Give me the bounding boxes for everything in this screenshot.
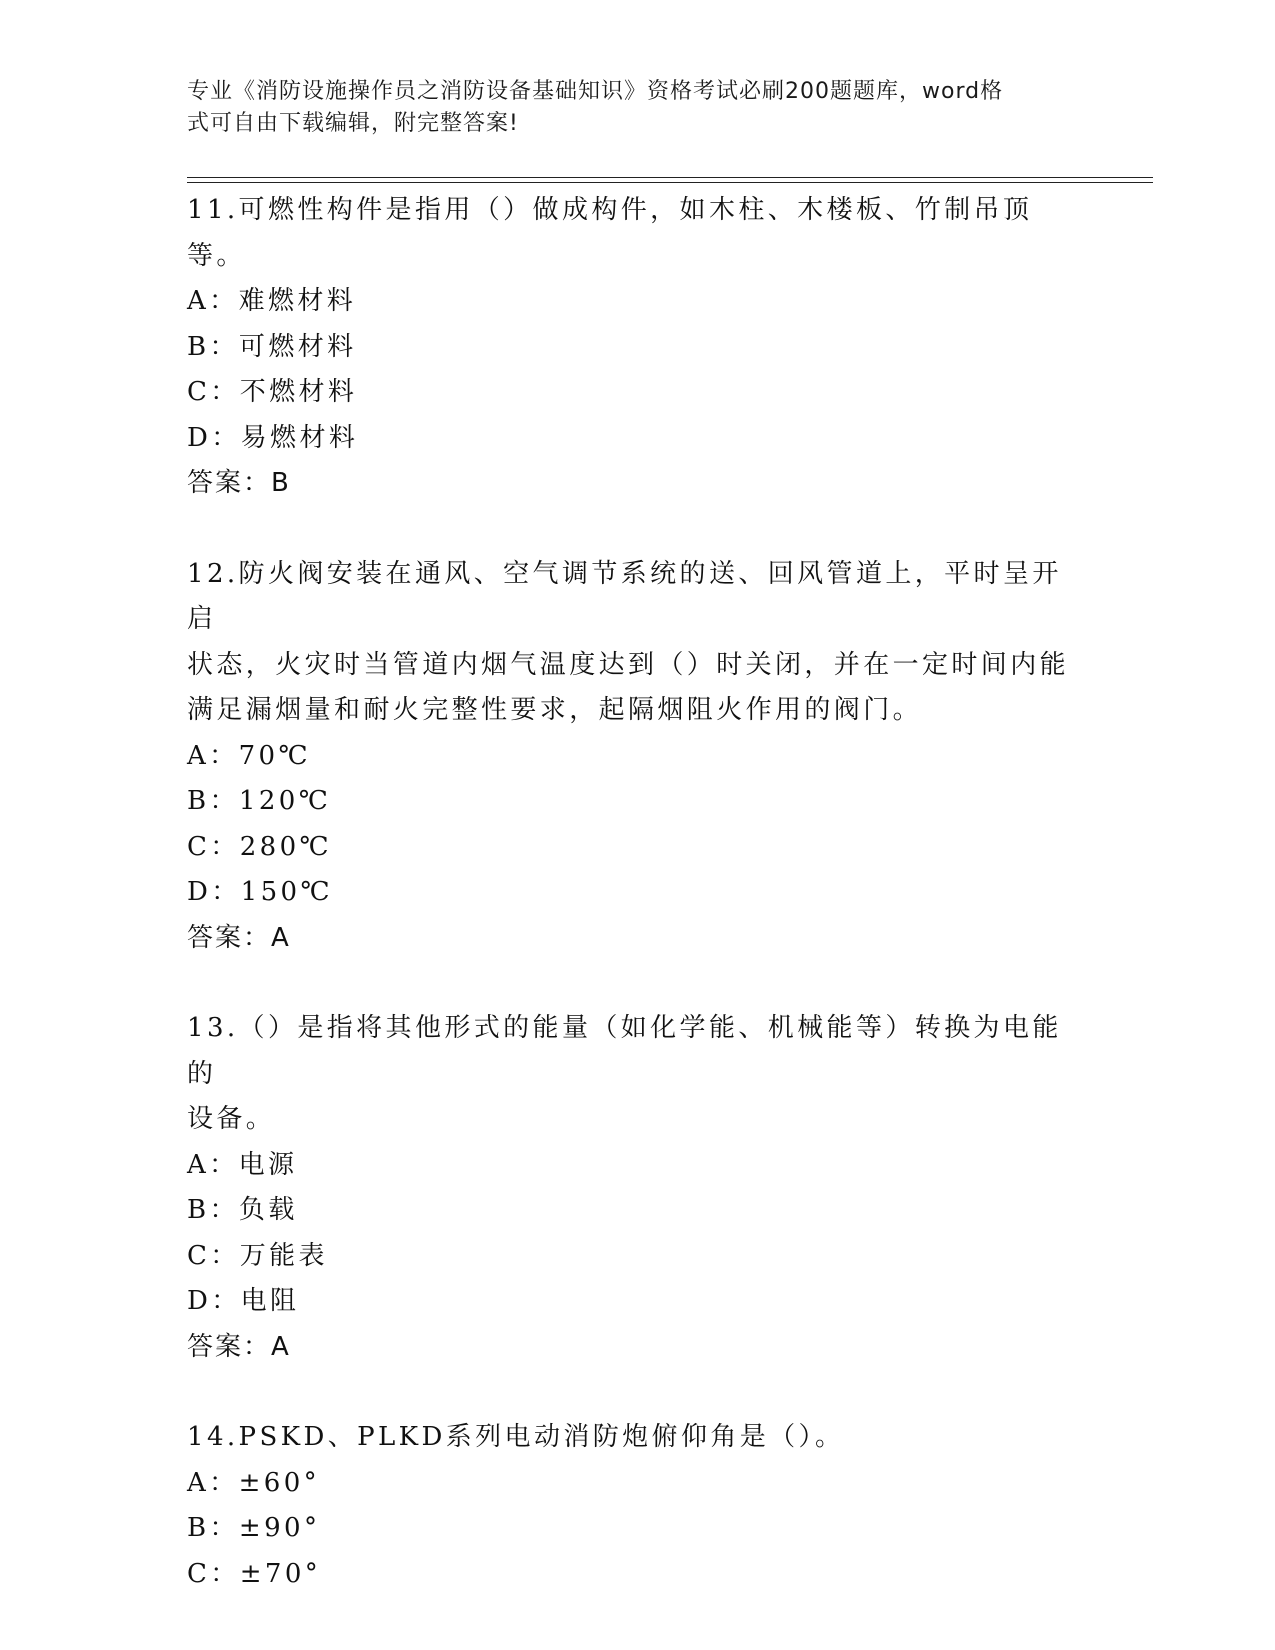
question-list [187,188,1087,1597]
option-letter: D： [187,422,241,453]
option-letter: B： [187,786,239,816]
option-text: 电源 [238,1149,298,1180]
option-d [187,416,1087,462]
question-stem: 14.PSKD、PLKD系列电动消防炮俯仰角是（）。 [187,1422,845,1452]
answer-line: 答案：A [187,922,291,953]
option-b [187,325,1087,371]
question-stem: 11.可燃性构件是指用（）做成构件，如木柱、木楼板、竹制吊顶等。 [187,195,1033,271]
option-a [187,734,1087,780]
question-12 [187,552,1087,962]
option-letter: A： [187,1149,239,1180]
header-divider-top [187,177,1153,178]
option-text: ±70° [239,1558,322,1589]
option-b [187,779,1087,825]
option-text: 不燃材料 [239,377,358,407]
option-c [187,825,1087,871]
option-c [187,1234,1087,1280]
option-d [187,870,1087,916]
question-stem-line-1: 13.（）是指将其他形式的能量（如化学能、机械能等）转换为电能的 [187,1013,1062,1089]
question-13 [187,1006,1087,1370]
option-letter: C： [187,1558,240,1589]
answer-line: 答案：A [187,1331,291,1362]
question-stem-line-2: 状态，火灾时当管道内烟气温度达到（）时关闭，并在一定时间内能 [187,649,1070,680]
option-letter: B： [187,331,239,362]
question-stem-line-2: 设备。 [187,1104,276,1134]
question-stem-line-3: 满足漏烟量和耐火完整性要求，起隔烟阻火作用的阀门。 [187,695,923,725]
option-letter: A： [187,740,239,771]
option-letter: C： [187,831,240,862]
option-text: 280℃ [239,831,333,862]
option-b [187,1506,1087,1552]
question-14 [187,1415,1087,1597]
option-a [187,279,1087,325]
option-a [187,1143,1087,1189]
option-text: 120℃ [238,786,332,816]
option-text: 负载 [238,1195,298,1225]
option-c [187,1552,1087,1598]
question-stem-line-1: 12.防火阀安装在通风、空气调节系统的送、回风管道上，平时呈开启 [187,558,1062,634]
option-letter: D： [187,1286,241,1316]
option-c [187,370,1087,416]
header-line-1: 专业《消防设施操作员之消防设备基础知识》资格考试必刷200题题库，word格 [187,79,1004,104]
document-header [187,76,1067,140]
header-line-2: 式可自由下载编辑，附完整答案! [187,111,519,136]
option-text: 70℃ [238,740,311,771]
option-text: 可燃材料 [238,331,357,362]
option-text: 150℃ [240,877,333,907]
option-text: 万能表 [239,1240,328,1271]
answer-line: 答案：B [187,468,291,498]
option-text: 易燃材料 [240,422,359,453]
option-text: ±60° [238,1467,321,1498]
option-letter: A： [187,1467,239,1498]
option-text: 难燃材料 [238,286,357,316]
option-text: ±90° [238,1513,321,1543]
option-text: 电阻 [240,1286,300,1316]
header-divider-bottom [187,182,1153,183]
option-letter: A： [187,286,239,316]
question-11 [187,188,1087,507]
option-letter: C： [187,1240,240,1271]
option-d [187,1279,1087,1325]
option-letter: B： [187,1513,239,1543]
option-letter: B： [187,1195,239,1225]
option-b [187,1188,1087,1234]
option-a [187,1461,1087,1507]
option-letter: D： [187,877,241,907]
option-letter: C： [187,377,240,407]
